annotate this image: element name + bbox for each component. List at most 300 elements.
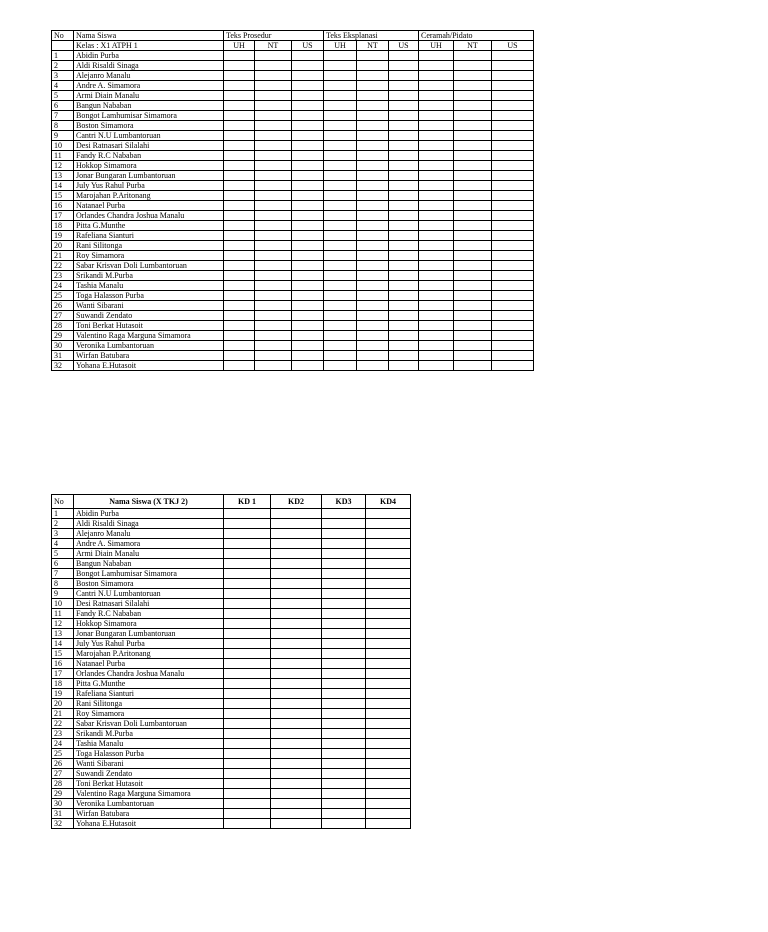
row-number: 16 — [52, 201, 74, 211]
table-row — [52, 599, 411, 609]
student-name: Orlandes Chandra Joshua Manalu — [74, 211, 224, 221]
table-row — [52, 799, 411, 809]
score-cell — [271, 699, 322, 709]
score-cell — [255, 361, 292, 371]
score-cell — [366, 819, 411, 829]
score-cell — [224, 111, 255, 121]
row-number: 21 — [52, 251, 74, 261]
table-row — [52, 61, 534, 71]
score-cell — [224, 659, 271, 669]
score-cell — [292, 171, 324, 181]
header-teks-eksplanasi: Teks Eksplanasi — [324, 31, 419, 41]
score-cell — [492, 171, 534, 181]
score-cell — [224, 251, 255, 261]
score-cell — [492, 351, 534, 361]
student-name: Orlandes Chandra Joshua Manalu — [74, 669, 224, 679]
score-cell — [255, 291, 292, 301]
score-cell — [419, 251, 454, 261]
score-cell — [255, 271, 292, 281]
student-name: Wanti Sibarani — [74, 301, 224, 311]
score-cell — [224, 689, 271, 699]
score-cell — [224, 211, 255, 221]
score-cell — [292, 351, 324, 361]
score-cell — [492, 51, 534, 61]
score-cell — [255, 101, 292, 111]
table-row — [52, 221, 534, 231]
score-cell — [357, 301, 389, 311]
score-cell — [357, 361, 389, 371]
score-cell — [357, 221, 389, 231]
row-number: 1 — [52, 509, 74, 519]
student-name: Srikandi M.Purba — [74, 271, 224, 281]
score-cell — [224, 221, 255, 231]
score-cell — [255, 261, 292, 271]
row-number: 10 — [52, 599, 74, 609]
student-name: Aldi Risaldi Sinaga — [74, 61, 224, 71]
score-cell — [224, 51, 255, 61]
row-number: 24 — [52, 739, 74, 749]
row-number: 15 — [52, 191, 74, 201]
table-row — [52, 759, 411, 769]
row-number: 31 — [52, 351, 74, 361]
score-cell — [271, 739, 322, 749]
student-name: Natanael Purba — [74, 659, 224, 669]
student-name: Natanael Purba — [74, 201, 224, 211]
score-cell — [454, 251, 492, 261]
score-cell — [357, 311, 389, 321]
student-name: Jonar Bungaran Lumbantoruan — [74, 629, 224, 639]
score-cell — [224, 749, 271, 759]
student-name: Veronika Lumbantoruan — [74, 341, 224, 351]
score-cell — [255, 61, 292, 71]
score-cell — [292, 311, 324, 321]
score-cell — [271, 539, 322, 549]
row-number: 16 — [52, 659, 74, 669]
student-name: Alejanro Manalu — [74, 71, 224, 81]
score-cell — [322, 759, 366, 769]
score-cell — [255, 91, 292, 101]
table-row — [52, 689, 411, 699]
score-cell — [324, 121, 357, 131]
row-number: 10 — [52, 141, 74, 151]
student-name: Jonar Bungaran Lumbantoruan — [74, 171, 224, 181]
score-cell — [224, 809, 271, 819]
table-row — [52, 251, 534, 261]
score-cell — [271, 609, 322, 619]
score-cell — [324, 91, 357, 101]
score-cell — [454, 331, 492, 341]
student-name: Toga Halasson Purba — [74, 749, 224, 759]
score-cell — [492, 271, 534, 281]
row-number: 7 — [52, 111, 74, 121]
row-number: 26 — [52, 759, 74, 769]
score-cell — [492, 101, 534, 111]
table-row — [52, 719, 411, 729]
score-cell — [389, 291, 419, 301]
score-cell — [357, 91, 389, 101]
score-cell — [324, 321, 357, 331]
score-cell — [292, 241, 324, 251]
score-cell — [271, 819, 322, 829]
score-cell — [389, 231, 419, 241]
table-row — [52, 729, 411, 739]
row-number: 20 — [52, 241, 74, 251]
score-cell — [419, 181, 454, 191]
score-cell — [224, 121, 255, 131]
score-cell — [492, 301, 534, 311]
score-cell — [419, 291, 454, 301]
score-cell — [492, 341, 534, 351]
row-number: 1 — [52, 51, 74, 61]
row-number: 20 — [52, 699, 74, 709]
score-cell — [292, 281, 324, 291]
score-cell — [224, 639, 271, 649]
score-cell — [419, 241, 454, 251]
score-cell — [255, 331, 292, 341]
score-cell — [324, 201, 357, 211]
score-cell — [224, 131, 255, 141]
student-name: Marojahan P.Aritonang — [74, 649, 224, 659]
score-cell — [324, 141, 357, 151]
table-row — [52, 181, 534, 191]
row-number: 31 — [52, 809, 74, 819]
score-cell — [224, 729, 271, 739]
score-cell — [454, 61, 492, 71]
score-cell — [454, 361, 492, 371]
row-number: 3 — [52, 529, 74, 539]
table-row — [52, 171, 534, 181]
subheader-us: US — [389, 41, 419, 51]
table-row — [52, 151, 534, 161]
score-cell — [292, 81, 324, 91]
row-number: 9 — [52, 131, 74, 141]
table-row — [52, 231, 534, 241]
score-cell — [292, 71, 324, 81]
score-cell — [389, 361, 419, 371]
table-row — [52, 769, 411, 779]
score-cell — [292, 91, 324, 101]
table-row — [52, 509, 411, 519]
score-cell — [366, 779, 411, 789]
score-cell — [324, 131, 357, 141]
score-cell — [255, 241, 292, 251]
score-cell — [324, 111, 357, 121]
row-number: 2 — [52, 519, 74, 529]
score-cell — [357, 251, 389, 261]
score-cell — [224, 151, 255, 161]
row-number: 21 — [52, 709, 74, 719]
score-cell — [322, 599, 366, 609]
score-cell — [454, 211, 492, 221]
row-number: 14 — [52, 639, 74, 649]
score-cell — [357, 101, 389, 111]
score-cell — [366, 589, 411, 599]
score-cell — [366, 739, 411, 749]
student-name: Cantri N.U Lumbantoruan — [74, 131, 224, 141]
student-name: Wanti Sibarani — [74, 759, 224, 769]
score-cell — [492, 241, 534, 251]
score-cell — [322, 579, 366, 589]
score-cell — [255, 231, 292, 241]
score-cell — [322, 619, 366, 629]
score-cell — [419, 211, 454, 221]
student-name: Hokkop Simamora — [74, 161, 224, 171]
score-cell — [324, 171, 357, 181]
score-cell — [492, 71, 534, 81]
score-cell — [224, 549, 271, 559]
score-cell — [271, 549, 322, 559]
score-cell — [292, 221, 324, 231]
score-cell — [224, 301, 255, 311]
score-cell — [492, 141, 534, 151]
score-cell — [492, 151, 534, 161]
score-cell — [492, 321, 534, 331]
student-name: Valentino Raga Marguna Simamora — [74, 789, 224, 799]
score-cell — [454, 111, 492, 121]
score-cell — [292, 201, 324, 211]
score-cell — [389, 221, 419, 231]
score-cell — [366, 619, 411, 629]
table-row — [52, 639, 411, 649]
score-cell — [454, 101, 492, 111]
table-row — [52, 579, 411, 589]
row-number: 6 — [52, 559, 74, 569]
row-number: 27 — [52, 769, 74, 779]
score-cell — [224, 161, 255, 171]
score-cell — [454, 311, 492, 321]
score-cell — [322, 779, 366, 789]
student-name: Valentino Raga Marguna Simamora — [74, 331, 224, 341]
score-cell — [255, 131, 292, 141]
score-cell — [292, 321, 324, 331]
score-cell — [492, 191, 534, 201]
score-cell — [224, 361, 255, 371]
score-cell — [322, 689, 366, 699]
score-cell — [224, 351, 255, 361]
table-row — [52, 669, 411, 679]
score-cell — [454, 121, 492, 131]
score-cell — [357, 201, 389, 211]
score-cell — [419, 221, 454, 231]
score-cell — [366, 609, 411, 619]
score-cell — [324, 301, 357, 311]
score-cell — [224, 609, 271, 619]
table-row — [52, 351, 534, 361]
score-cell — [224, 769, 271, 779]
table-row — [52, 629, 411, 639]
student-name: Alejanro Manalu — [74, 529, 224, 539]
score-cell — [324, 151, 357, 161]
header-kd4: KD4 — [366, 495, 411, 509]
score-cell — [324, 261, 357, 271]
score-cell — [419, 191, 454, 201]
score-cell — [255, 321, 292, 331]
score-cell — [389, 321, 419, 331]
score-cell — [419, 321, 454, 331]
score-cell — [224, 569, 271, 579]
header-teks-prosedur: Teks Prosedur — [224, 31, 324, 41]
score-cell — [366, 549, 411, 559]
student-name: Rani Silitonga — [74, 241, 224, 251]
student-name: Desi Ratnasari Silalahi — [74, 141, 224, 151]
score-cell — [224, 759, 271, 769]
table-row — [52, 739, 411, 749]
score-cell — [224, 331, 255, 341]
row-number: 28 — [52, 779, 74, 789]
score-cell — [492, 331, 534, 341]
score-cell — [224, 719, 271, 729]
score-cell — [454, 151, 492, 161]
table-row — [52, 709, 411, 719]
row-number: 32 — [52, 361, 74, 371]
score-cell — [224, 281, 255, 291]
score-cell — [255, 251, 292, 261]
student-name: Fandy R.C Nababan — [74, 151, 224, 161]
row-number: 4 — [52, 81, 74, 91]
row-number: 5 — [52, 549, 74, 559]
score-cell — [357, 321, 389, 331]
score-cell — [271, 529, 322, 539]
score-cell — [255, 351, 292, 361]
score-cell — [324, 211, 357, 221]
student-name: Rani Silitonga — [74, 699, 224, 709]
score-cell — [454, 71, 492, 81]
table-row — [52, 559, 411, 569]
score-cell — [419, 231, 454, 241]
score-cell — [366, 659, 411, 669]
score-cell — [322, 559, 366, 569]
score-cell — [454, 291, 492, 301]
score-cell — [322, 609, 366, 619]
row-number: 30 — [52, 341, 74, 351]
score-cell — [292, 291, 324, 301]
score-cell — [357, 81, 389, 91]
row-number: 23 — [52, 271, 74, 281]
score-cell — [366, 579, 411, 589]
score-cell — [322, 509, 366, 519]
score-cell — [366, 729, 411, 739]
score-cell — [292, 301, 324, 311]
score-cell — [419, 171, 454, 181]
row-number: 26 — [52, 301, 74, 311]
score-cell — [454, 281, 492, 291]
score-cell — [366, 529, 411, 539]
table-row — [52, 569, 411, 579]
score-cell — [292, 111, 324, 121]
student-name: Srikandi M.Purba — [74, 729, 224, 739]
score-cell — [454, 171, 492, 181]
table-row — [52, 331, 534, 341]
table-row — [52, 589, 411, 599]
score-cell — [357, 71, 389, 81]
score-cell — [255, 221, 292, 231]
header-kd3: KD3 — [322, 495, 366, 509]
header-no-blank — [52, 41, 74, 51]
row-number: 15 — [52, 649, 74, 659]
score-cell — [271, 669, 322, 679]
score-cell — [366, 809, 411, 819]
row-number: 25 — [52, 291, 74, 301]
table-row — [52, 91, 534, 101]
table-row — [52, 749, 411, 759]
subheader-uh: UH — [224, 41, 255, 51]
score-cell — [419, 91, 454, 101]
score-cell — [271, 559, 322, 569]
score-cell — [454, 271, 492, 281]
student-name: Pitta G.Munthe — [74, 221, 224, 231]
score-cell — [357, 351, 389, 361]
score-cell — [271, 709, 322, 719]
student-name: Armi Diain Manalu — [74, 549, 224, 559]
score-cell — [389, 101, 419, 111]
table-row — [52, 101, 534, 111]
score-cell — [419, 361, 454, 371]
score-cell — [271, 639, 322, 649]
row-number: 12 — [52, 161, 74, 171]
score-cell — [271, 749, 322, 759]
header-ceramah-pidato: Ceramah/Pidato — [419, 31, 534, 41]
row-number: 19 — [52, 231, 74, 241]
score-cell — [492, 281, 534, 291]
score-cell — [419, 71, 454, 81]
score-cell — [492, 131, 534, 141]
student-name: July Yus Rahul Purba — [74, 639, 224, 649]
score-cell — [224, 101, 255, 111]
row-number: 17 — [52, 211, 74, 221]
score-cell — [224, 649, 271, 659]
score-cell — [324, 231, 357, 241]
score-cell — [492, 261, 534, 271]
header-kd2: KD2 — [271, 495, 322, 509]
score-cell — [224, 779, 271, 789]
score-cell — [324, 61, 357, 71]
student-name: Andre A. Simamora — [74, 81, 224, 91]
score-cell — [366, 569, 411, 579]
row-number: 29 — [52, 789, 74, 799]
score-cell — [224, 629, 271, 639]
score-cell — [492, 161, 534, 171]
table-row — [52, 549, 411, 559]
score-cell — [271, 679, 322, 689]
student-name: Andre A. Simamora — [74, 539, 224, 549]
score-cell — [492, 231, 534, 241]
table-row — [52, 779, 411, 789]
score-cell — [324, 71, 357, 81]
score-cell — [322, 629, 366, 639]
score-cell — [322, 679, 366, 689]
score-cell — [224, 509, 271, 519]
score-cell — [419, 151, 454, 161]
score-cell — [366, 539, 411, 549]
table-row — [52, 539, 411, 549]
score-cell — [271, 659, 322, 669]
score-cell — [357, 131, 389, 141]
score-cell — [366, 759, 411, 769]
score-cell — [324, 361, 357, 371]
score-cell — [292, 101, 324, 111]
score-cell — [419, 341, 454, 351]
header-no: No — [52, 495, 74, 509]
score-cell — [357, 271, 389, 281]
score-cell — [419, 111, 454, 121]
score-cell — [366, 649, 411, 659]
student-name: Desi Ratnasari Silalahi — [74, 599, 224, 609]
row-number: 24 — [52, 281, 74, 291]
score-cell — [322, 789, 366, 799]
score-cell — [322, 699, 366, 709]
score-cell — [324, 221, 357, 231]
score-cell — [324, 101, 357, 111]
